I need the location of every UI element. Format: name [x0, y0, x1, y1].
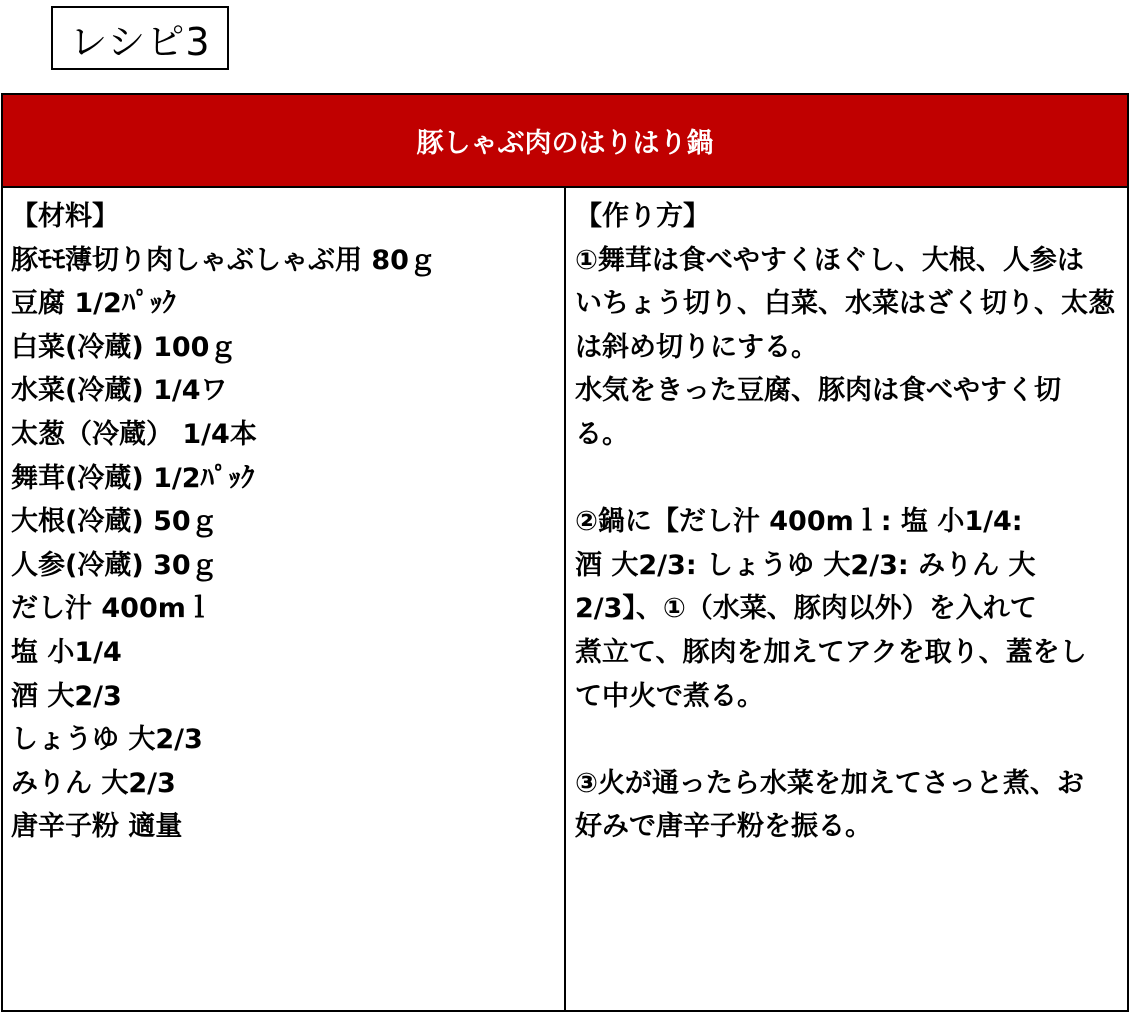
- method-line: いちょう切り、白菜、水菜はざく切り、太葱: [575, 288, 1115, 320]
- recipe-card: [1, 93, 1129, 1012]
- ingredient-item: 塩 小1/4: [11, 636, 122, 668]
- ingredient-item: 舞茸(冷蔵) 1/2ﾊﾟｯｸ: [11, 462, 255, 494]
- ingredient-item: みりん 大2/3: [11, 767, 176, 799]
- method-line: 酒 大2/3: しょうゆ 大2/3: みりん 大: [575, 549, 1036, 581]
- method-line: 好みで唐辛子粉を振る。: [575, 811, 872, 843]
- ingredient-item: 太葱（冷蔵） 1/4本: [11, 418, 257, 450]
- method-line: 2/3】、①（水菜、豚肉以外）を入れて: [575, 593, 1037, 625]
- ingredient-item: 人参(冷蔵) 30ｇ: [11, 549, 218, 581]
- ingredients-column: [3, 188, 566, 1010]
- method-line: 水気をきった豆腐、豚肉は食べやすく切: [575, 375, 1061, 407]
- method-line: る。: [575, 418, 629, 450]
- recipe-number-label: レシピ3: [51, 6, 229, 70]
- ingredient-item: 唐辛子粉 適量: [11, 811, 183, 843]
- method-line: 煮立て、豚肉を加えてアクを取り、蓋をし: [575, 636, 1087, 668]
- ingredient-item: だし汁 400mｌ: [11, 593, 213, 625]
- method-line: [575, 457, 1117, 501]
- ingredient-item: 大根(冷蔵) 50ｇ: [11, 506, 218, 538]
- method-line: は斜め切りにする。: [575, 331, 818, 363]
- ingredient-item: 豚ﾓﾓ薄切り肉しゃぶしゃぶ用 80ｇ: [11, 244, 436, 276]
- ingredient-item: 白菜(冷蔵) 100ｇ: [11, 331, 237, 363]
- method-line: ③火が通ったら水菜を加えてさっと煮、お: [575, 767, 1084, 799]
- ingredient-item: 水菜(冷蔵) 1/4ワ: [11, 375, 228, 407]
- method-line: て中火で煮る。: [575, 680, 764, 712]
- method-heading: 【作り方】: [575, 201, 710, 232]
- method-line: ①舞茸は食べやすくほぐし、大根、人参は: [575, 244, 1084, 276]
- ingredient-item: 豆腐 1/2ﾊﾟｯｸ: [11, 288, 176, 320]
- method-line: [575, 718, 1117, 762]
- method-column: [566, 188, 1127, 1010]
- ingredients-heading: 【材料】: [11, 201, 119, 232]
- ingredient-item: 酒 大2/3: [11, 680, 122, 712]
- method-line: ②鍋に【だし汁 400mｌ: 塩 小1/4:: [575, 506, 1023, 538]
- recipe-title: 豚しゃぶ肉のはりはり鍋: [3, 95, 1127, 188]
- ingredient-item: しょうゆ 大2/3: [11, 724, 203, 756]
